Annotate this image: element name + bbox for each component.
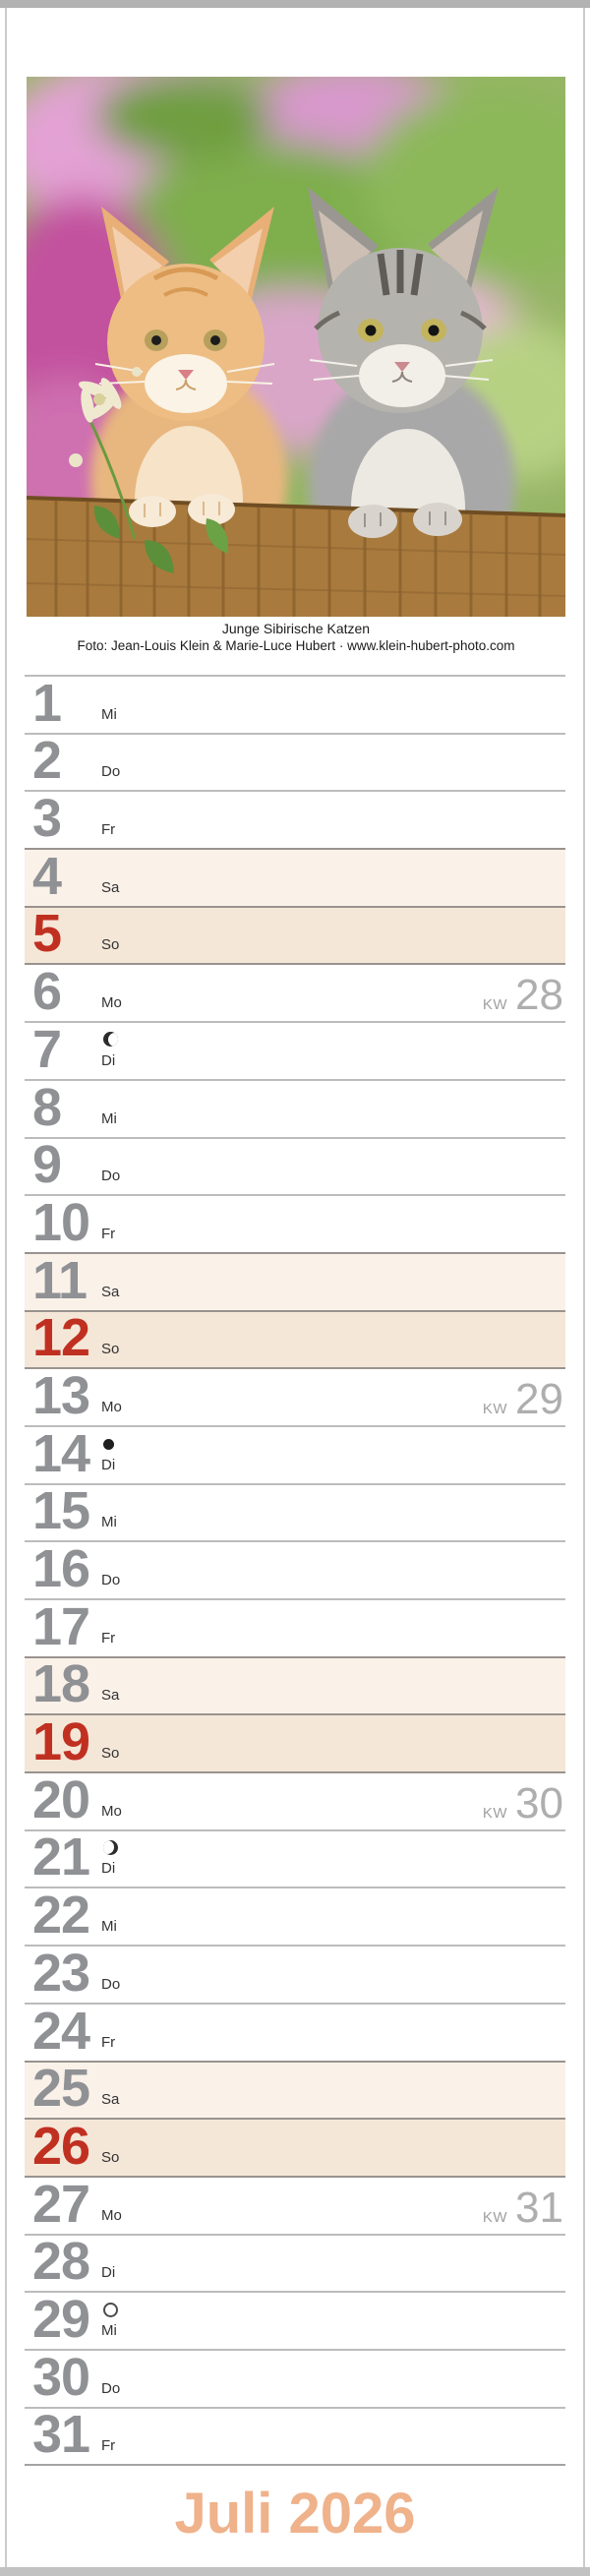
top-gray-strip <box>0 0 590 8</box>
weekday-label: Fr <box>101 2033 116 2051</box>
day-row <box>25 2061 565 2119</box>
weekday-label: Fr <box>101 2437 116 2455</box>
day-row <box>25 1713 565 1771</box>
day-number: 3 <box>32 789 62 849</box>
day-row <box>25 1137 565 1195</box>
week-number <box>482 971 563 1020</box>
day-row <box>25 1483 565 1541</box>
weekday-label: So <box>101 1341 120 1358</box>
day-number: 2 <box>32 731 62 791</box>
week-number-value: 30 <box>515 1778 563 1827</box>
photo-caption <box>27 621 565 654</box>
weekday-label: Mo <box>101 1802 122 1820</box>
day-row <box>25 2176 565 2234</box>
weekday-label: So <box>101 936 120 954</box>
weekday-label: Do <box>101 763 121 781</box>
week-number <box>482 2183 563 2232</box>
day-number: 27 <box>32 2174 90 2234</box>
day-number: 30 <box>32 2347 90 2407</box>
day-row <box>25 963 565 1021</box>
day-row <box>25 1656 565 1714</box>
day-number: 9 <box>32 1135 62 1195</box>
weekday-label: Mi <box>101 1918 117 1936</box>
day-row <box>25 1021 565 1079</box>
photo-caption-title: Junge Sibirische Katzen <box>221 621 371 636</box>
day-number: 18 <box>32 1654 90 1714</box>
weekday-label: Do <box>101 1975 121 1993</box>
weekday-label: Mi <box>101 1109 117 1127</box>
weekday-label: Sa <box>101 1687 120 1705</box>
day-row <box>25 1540 565 1598</box>
day-row <box>25 2234 565 2292</box>
right-page-edge <box>583 8 585 2567</box>
weekday-label: Mi <box>101 2321 117 2339</box>
weekday-label: Di <box>101 1456 116 1473</box>
day-number: 4 <box>32 846 62 906</box>
weekday-label: Sa <box>101 2091 120 2109</box>
weekday-label: Fr <box>101 1629 116 1647</box>
day-number: 10 <box>32 1192 90 1252</box>
day-row <box>25 1252 565 1310</box>
weekday-label: Do <box>101 2379 121 2397</box>
weekday-label: So <box>101 2148 120 2166</box>
weekday-label: Fr <box>101 821 116 839</box>
weekday-label: Sa <box>101 1283 120 1300</box>
day-row <box>25 1945 565 2003</box>
day-row <box>25 1310 565 1368</box>
day-row <box>25 1079 565 1137</box>
week-label: KW <box>482 996 508 1014</box>
day-number: 14 <box>32 1423 90 1483</box>
day-row <box>25 1771 565 1829</box>
day-number: 21 <box>32 1827 90 1887</box>
day-row <box>25 2291 565 2349</box>
day-rows <box>25 675 565 2466</box>
weekday-label: Sa <box>101 878 120 896</box>
day-number: 12 <box>32 1308 90 1368</box>
day-number: 15 <box>32 1481 90 1541</box>
week-number <box>482 1778 563 1827</box>
day-row <box>25 848 565 906</box>
day-number: 22 <box>32 1886 90 1946</box>
day-number: 11 <box>32 1250 88 1310</box>
day-row <box>25 675 565 733</box>
weekday-label: Do <box>101 1572 121 1588</box>
weekday-label: Fr <box>101 1225 116 1242</box>
day-row <box>25 790 565 848</box>
week-label: KW <box>482 2208 508 2226</box>
weekday-label: Mo <box>101 1398 122 1415</box>
day-number: 29 <box>32 2289 90 2349</box>
weekday-label: Mo <box>101 994 122 1012</box>
day-number: 24 <box>32 2001 90 2061</box>
day-row <box>25 733 565 791</box>
day-row <box>25 1367 565 1425</box>
day-number: 8 <box>32 1077 62 1137</box>
weekday-label: Mi <box>101 705 117 723</box>
weekday-label: Di <box>101 2264 116 2282</box>
week-label: KW <box>482 1400 508 1417</box>
weekday-label: Di <box>101 1051 116 1069</box>
day-number: 5 <box>32 904 62 964</box>
day-number: 20 <box>32 1769 90 1829</box>
day-number: 16 <box>32 1539 90 1598</box>
last-quarter-moon-icon <box>103 1032 118 1047</box>
day-number: 25 <box>32 2059 90 2119</box>
bottom-gray-strip <box>0 2567 590 2576</box>
day-row <box>25 1425 565 1483</box>
weekday-label: Mo <box>101 2206 122 2224</box>
full-moon-moon-icon <box>103 2303 118 2317</box>
week-number-value: 28 <box>515 971 563 1020</box>
day-row <box>25 1887 565 1945</box>
day-row <box>25 2349 565 2407</box>
day-number: 23 <box>32 1943 90 2003</box>
day-number: 19 <box>32 1712 90 1772</box>
left-page-edge <box>5 8 7 2567</box>
day-row <box>25 1829 565 1887</box>
day-row <box>25 2003 565 2061</box>
day-number: 28 <box>32 2232 90 2292</box>
day-row <box>25 1194 565 1252</box>
first-quarter-moon-icon <box>103 1840 118 1855</box>
day-number: 6 <box>32 962 62 1022</box>
day-row <box>25 2407 565 2465</box>
day-number: 31 <box>32 2405 90 2465</box>
day-number: 13 <box>32 1365 90 1425</box>
day-number: 26 <box>32 2116 90 2176</box>
weekday-label: Mi <box>101 1514 117 1531</box>
kitten-photo <box>27 77 565 617</box>
day-row <box>25 2118 565 2176</box>
photo-caption-credit: Foto: Jean-Louis Klein & Marie-Luce Hubert · www.klein-hubert-photo.com <box>77 638 515 653</box>
weekday-label: Do <box>101 1168 121 1185</box>
day-number: 17 <box>32 1596 90 1656</box>
day-row <box>25 1598 565 1656</box>
day-number: 1 <box>32 673 62 733</box>
week-number-value: 31 <box>515 2183 563 2232</box>
week-number-value: 29 <box>515 1374 563 1423</box>
week-number <box>482 1374 563 1423</box>
weekday-label: So <box>101 1745 120 1763</box>
weekday-label: Di <box>101 1860 116 1878</box>
week-label: KW <box>482 1804 508 1822</box>
day-number: 7 <box>32 1019 62 1079</box>
new-moon-moon-icon <box>103 1439 114 1450</box>
month-title: Juli 2026 <box>174 2482 416 2546</box>
day-row <box>25 906 565 964</box>
